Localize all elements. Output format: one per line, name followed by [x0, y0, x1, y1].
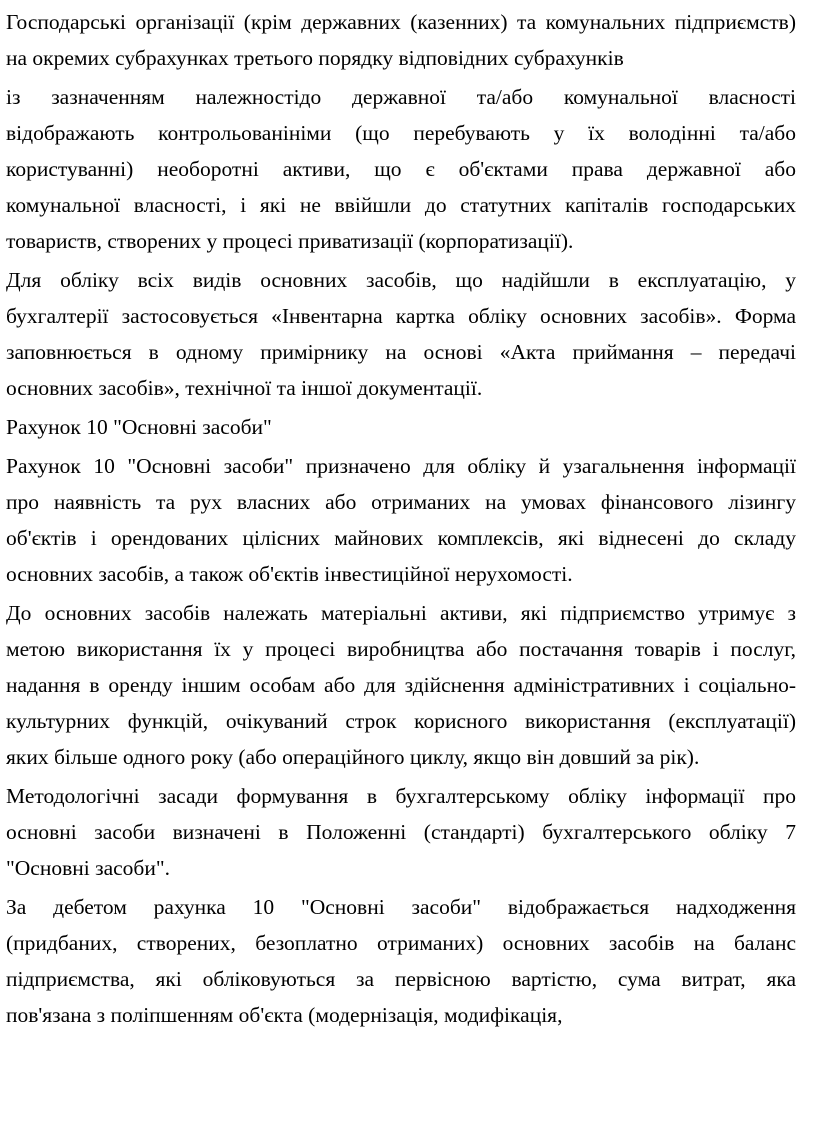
text-line: про наявність та рух власних або отриманих на умовах фінансового лізингу: [6, 490, 796, 514]
paragraph-account-purpose: [6, 448, 796, 592]
text-line: на окремих субрахунках третього порядку відповідних субрахунків: [6, 46, 624, 70]
paragraph-state-organizations: [6, 4, 796, 76]
text-line: За дебетом рахунка 10 "Основні засоби" відображається надходження: [6, 895, 796, 919]
text-line: До основних засобів належать матеріальні активи, які підприємство утримує з: [6, 601, 796, 625]
text-line: заповнюється в одному примірнику на основі «Акта приймання – передачі: [6, 340, 796, 364]
text-line: комунальної власності, і які не ввійшли до статутних капіталів господарських: [6, 193, 796, 217]
text-line: основних засобів», технічної та іншої документації.: [6, 376, 483, 400]
text-line: пов'язана з поліпшенням об'єкта (модернізація, модифікація,: [6, 1003, 563, 1027]
text-line: користуванні) необоротні активи, що є об'єктами права державної або: [6, 157, 796, 181]
text-line: культурних функцій, очікуваний строк корисного використання (експлуатації): [6, 709, 796, 733]
text-line: бухгалтерії застосовується «Інвентарна картка обліку основних засобів». Форма: [6, 304, 796, 328]
text-line: "Основні засоби".: [6, 856, 171, 880]
paragraph-ownership-indication: [6, 79, 796, 259]
text-line: Для обліку всіх видів основних засобів, що надійшли в експлуатацію, у: [6, 268, 796, 292]
text-line: товариств, створених у процесі приватизації (корпоратизації).: [6, 229, 574, 253]
text-line: надання в оренду іншим особам або для здійснення адміністративних і соціально-: [6, 673, 796, 697]
paragraph-methodology: [6, 778, 796, 886]
section-heading: Рахунок 10 "Основні засоби": [6, 415, 272, 439]
document-page: [6, 4, 796, 1033]
text-line: із зазначенням належностідо державної та/або комунальної власності: [6, 85, 796, 109]
text-line: Методологічні засади формування в бухгалтерському обліку інформації про: [6, 784, 796, 808]
paragraph-fixed-assets-definition: [6, 595, 796, 775]
paragraph-inventory-card: [6, 262, 796, 406]
text-line: яких більше одного року (або операційного циклу, якщо він довший за рік).: [6, 745, 700, 769]
paragraph-debit-entries: [6, 889, 796, 1033]
text-line: Господарські організації (крім державних (казенних) та комунальних підприємств): [6, 10, 796, 34]
text-line: Рахунок 10 "Основні засоби" призначено для обліку й узагальнення інформації: [6, 454, 796, 478]
paragraph-account-heading: [6, 409, 796, 445]
text-line: підприємства, які обліковуються за первісною вартістю, сума витрат, яка: [6, 967, 796, 991]
text-line: відображають контрольованініми (що перебувають у їх володінні та/або: [6, 121, 796, 145]
text-line: основні засоби визначені в Положенні (стандарті) бухгалтерського обліку 7: [6, 820, 796, 844]
text-line: об'єктів і орендованих цілісних майнових комплексів, які віднесені до складу: [6, 526, 796, 550]
text-line: (придбаних, створених, безоплатно отриманих) основних засобів на баланс: [6, 931, 796, 955]
text-line: метою використання їх у процесі виробництва або постачання товарів і послуг,: [6, 637, 796, 661]
text-line: основних засобів, а також об'єктів інвестиційної нерухомості.: [6, 562, 573, 586]
